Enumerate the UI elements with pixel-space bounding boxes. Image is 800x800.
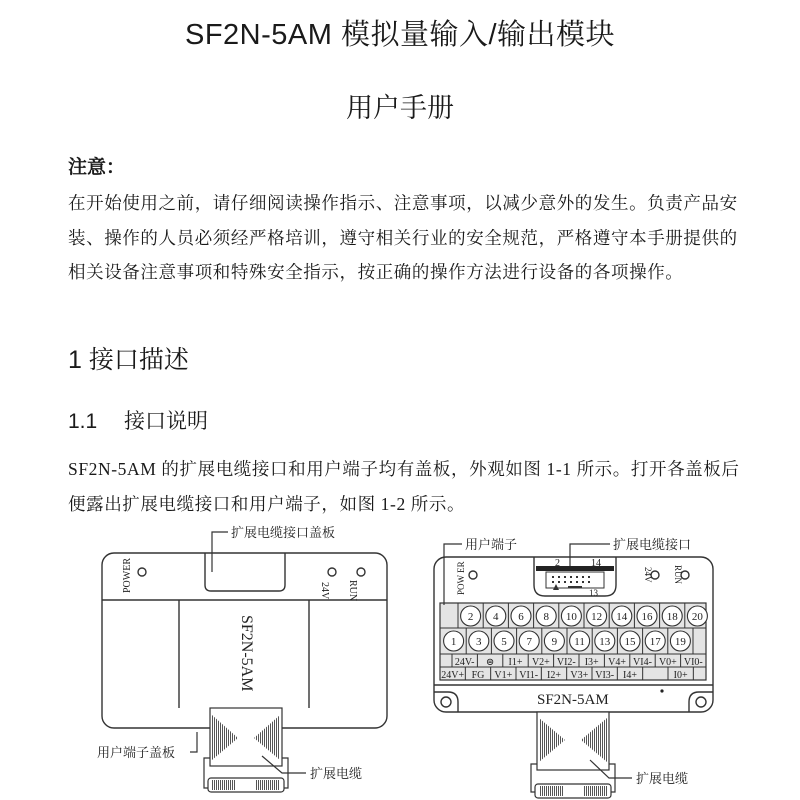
terminal-label: V0+ — [658, 657, 677, 668]
terminal-label: VI0- — [683, 657, 703, 668]
terminal-number: 1 — [450, 636, 457, 648]
notice-heading: 注意： — [68, 157, 126, 178]
terminal-label: VI3- — [595, 670, 615, 681]
subsection-number: 1.1 — [68, 410, 98, 433]
terminal-label: V3+ — [570, 670, 589, 681]
terminal-label: 24V- — [454, 657, 475, 668]
terminal-number: 15 — [624, 636, 636, 648]
terminal-label: VI4- — [633, 657, 652, 668]
terminal-number: 9 — [551, 636, 558, 648]
callout-terminal-cover: 用户端子盖板 — [97, 745, 176, 760]
subsection-title: 接口说明 — [124, 410, 208, 433]
terminal-label: FG — [471, 670, 485, 681]
terminal-number: 10 — [565, 611, 577, 623]
section-number: 1 — [68, 346, 82, 374]
terminal-number: 7 — [526, 636, 532, 648]
terminal-number: 19 — [674, 636, 686, 648]
24v-led-label: 24V — [643, 567, 653, 583]
terminal-number: 3 — [476, 636, 482, 648]
power-led-label: POWER — [122, 558, 133, 593]
connector-pin-14: 14 — [591, 558, 601, 569]
callout-user-terminals: 用户端子 — [465, 537, 518, 552]
terminal-number: 8 — [543, 611, 549, 623]
connector-pin-13: 13 — [589, 588, 598, 598]
callout-expansion-cable: 扩展电缆 — [310, 766, 363, 781]
run-led-label: RUN — [347, 580, 358, 602]
terminal-label: ⊜ — [485, 657, 495, 668]
terminal-number: 2 — [467, 611, 474, 623]
document-title: SF2N-5AM 模拟量输入/输出模块 — [184, 19, 616, 51]
terminal-label: V2+ — [531, 657, 550, 668]
module-model-label: SF2N-5AM — [238, 615, 255, 692]
module-model-label: SF2N-5AM — [537, 692, 609, 708]
run-led-label: RUN — [673, 565, 683, 585]
callout-expansion-cable: 扩展电缆 — [636, 771, 689, 786]
terminal-number: 6 — [518, 611, 524, 623]
terminal-number: 5 — [501, 636, 507, 648]
terminal-block — [440, 603, 707, 681]
terminal-number: 20 — [691, 611, 703, 623]
24v-led-label: 24V — [319, 582, 330, 600]
terminal-number: 11 — [574, 636, 585, 648]
terminal-number: 18 — [666, 611, 678, 623]
terminal-label: I0+ — [673, 670, 688, 681]
terminal-label: 24V+ — [441, 670, 465, 681]
document-subtitle: 用户手册 — [346, 93, 454, 123]
terminal-number: 4 — [493, 611, 499, 623]
terminal-label: VI2- — [556, 657, 576, 668]
terminal-number: 14 — [616, 611, 628, 623]
terminal-label: V4+ — [608, 657, 627, 668]
callout-expansion-connector: 扩展电缆接口 — [613, 537, 692, 552]
terminal-number: 16 — [641, 611, 653, 623]
section-title: 接口描述 — [88, 346, 189, 374]
interface-intro-paragraph: SF2N-5AM 的扩展电缆接口和用户端子均有盖板，外观如图 1-1 所示。打开各盖板后便露出扩展电缆接口和用户端子，如图 1-2 所示。 — [68, 459, 740, 514]
terminal-label: I2+ — [547, 670, 561, 681]
terminal-label: I4+ — [623, 670, 637, 681]
terminal-label: VI1- — [519, 670, 539, 681]
connector-pin-2: 2 — [555, 558, 560, 569]
terminal-number: 13 — [599, 636, 611, 648]
terminal-label: I1+ — [508, 657, 523, 668]
notice-paragraph: 在开始使用之前，请仔细阅读操作指示、注意事项，以减少意外的发生。负责产品安装、操作的人员必须经严格培训，遵守相关行业的安全规范，严格遵守本手册提供的相关设备注意事项和特殊安全指示，按正确的操作方法进行设备的各项操作。 — [68, 193, 738, 282]
terminal-number: 12 — [591, 611, 603, 623]
power-led-label: POW ER — [456, 561, 466, 595]
terminal-number: 17 — [649, 636, 661, 648]
callout-connector-cover: 扩展电缆接口盖板 — [231, 525, 336, 540]
terminal-label: V1+ — [494, 670, 513, 681]
terminal-label: I3+ — [584, 657, 599, 668]
